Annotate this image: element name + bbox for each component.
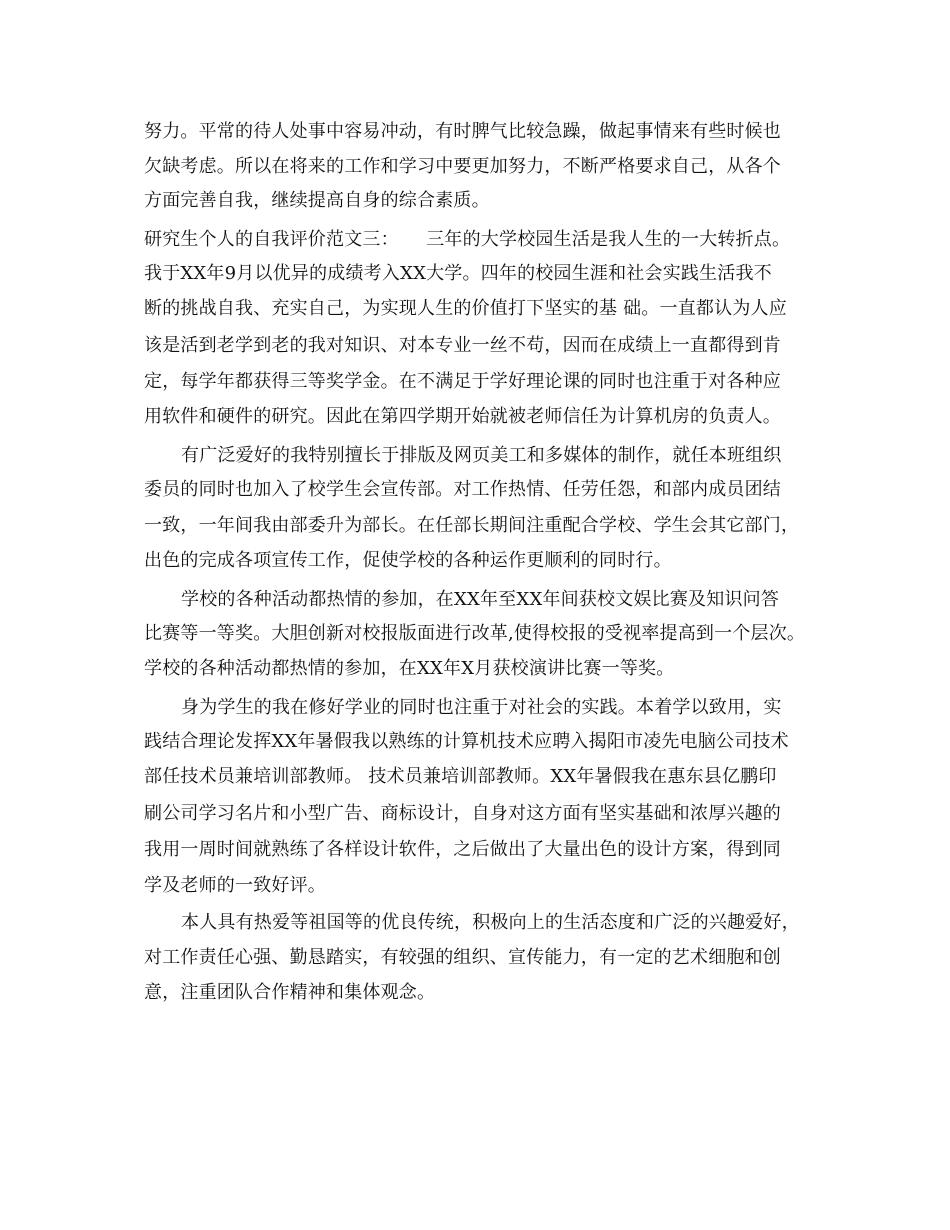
text-line: 学校的各种活动都热情的参加，在XX年至XX年间获校文娱比赛及知识问答 (181, 589, 780, 610)
text-line: 对工作责任心强、勤恳踏实，有较强的组织、宣传能力，有一定的艺术细胞和创 (144, 947, 781, 968)
text-line: 出色的完成各项宣传工作，促使学校的各种运作更顺利的同时行。 (144, 550, 672, 571)
text-line: 我用一周时间就熟练了各样设计软件，之后做出了大量出色的设计方案，得到同 (144, 839, 781, 860)
text-line: 一致，一年间我由部委升为部长。在任部长期间注重配合学校、学生会其它部门， (144, 515, 800, 536)
text-line: 学校的各种活动都热情的参加，在XX年X月获校演讲比赛一等奖。 (144, 658, 675, 679)
text-line: 研究生个人的自我评价范文三： 三年的大学校园生活是我人生的一大转折点。 (144, 229, 791, 250)
text-line: 学及老师的一致好评。 (144, 875, 326, 896)
text-line: 比赛等一等奖。大胆创新对校报版面进行改革,使得校报的受视率提高到一个层次。 (144, 623, 806, 644)
text-line: 方面完善自我，继续提高自身的综合素质。 (144, 190, 490, 211)
text-line: 有广泛爱好的我特别擅长于排版及网页美工和多媒体的制作，就任本班组织 (181, 445, 782, 466)
text-line: 本人具有热爱等祖国等的优良传统，积极向上的生活态度和广泛的兴趣爱好， (181, 912, 800, 933)
text-line: 身为学生的我在修好学业的同时也注重于对社会的实践。本着学以致用，实 (181, 697, 782, 718)
text-line: 践结合理论发挥XX年暑假我以熟练的计算机技术应聘入揭阳市凌先电脑公司技术 (144, 731, 789, 752)
text-line: 欠缺考虑。所以在将来的工作和学习中要更加努力，不断严格要求自己，从各个 (144, 156, 781, 177)
text-line: 刷公司学习名片和小型广告、商标设计，自身对这方面有坚实基础和浓厚兴趣的 (144, 803, 781, 824)
text-line: 用软件和硬件的研究。因此在第四学期开始就被老师信任为计算机房的负责人。 (144, 406, 781, 427)
text-line: 我于XX年9月以优异的成绩考入XX大学。四年的校园生涯和社会实践生活我不 (144, 263, 772, 284)
text-line: 意，注重团队合作精神和集体观念。 (144, 982, 436, 1003)
text-line: 部任技术员兼培训部教师。 技术员兼培训部教师。XX年暑假我在惠东县亿鹏印 (144, 766, 777, 787)
text-line: 定，每学年都获得三等奖学金。在不满足于学好理论课的同时也注重于对各种应 (144, 371, 781, 392)
text-line: 该是活到老学到老的我对知识、对本专业一丝不苟，因而在成绩上一直都得到肯 (144, 335, 781, 356)
text-line: 委员的同时也加入了校学生会宣传部。对工作热情、任劳任怨，和部内成员团结 (144, 479, 781, 500)
text-line: 断的挑战自我、充实自己，为实现人生的价值打下坚实的基 础。一直都认为人应 (144, 298, 787, 319)
text-line: 努力。平常的待人处事中容易冲动，有时脾气比较急躁，做起事情来有些时候也 (144, 121, 781, 142)
